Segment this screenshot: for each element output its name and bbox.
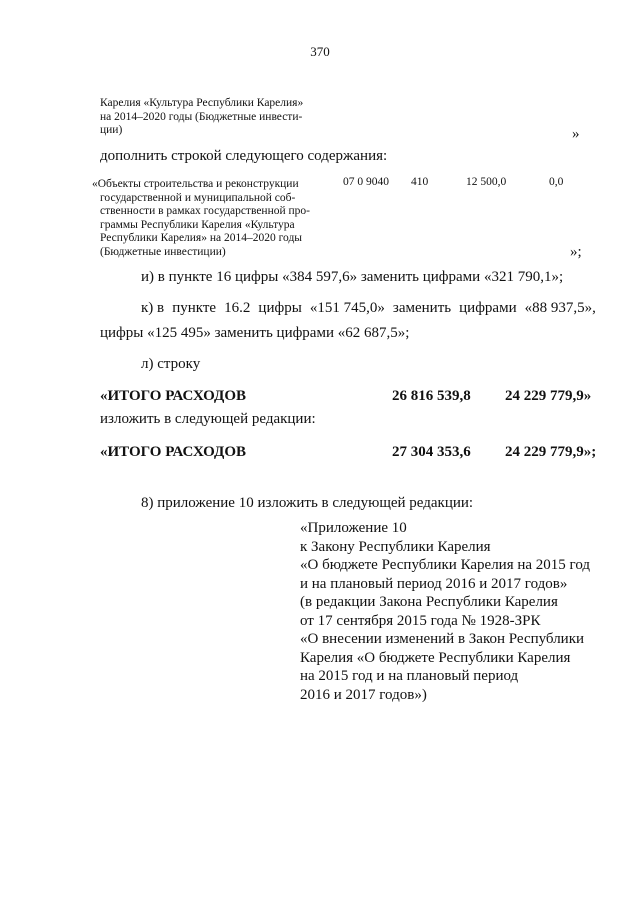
appendix-line: 2016 и 2017 годов») <box>300 686 427 703</box>
item-k-word: 16.2 <box>224 300 251 316</box>
item-k-word: цифры <box>258 300 302 316</box>
item-k-word: цифрами <box>459 300 517 316</box>
appendix-line: «Приложение 10 <box>300 520 407 536</box>
item-k-word: «151 745,0» <box>309 300 385 316</box>
page-number: 370 <box>310 44 330 59</box>
appendix-line: Карелия «О бюджете Республики Карелия <box>300 649 571 666</box>
new-row-line: ственности в рамках государственной про- <box>100 205 310 217</box>
appendix-header <box>300 519 590 704</box>
item-i: и) в пункте 16 цифры «384 597,6» заменить цифрами «321 790,1»; <box>141 269 564 285</box>
new-row-line: (Бюджетные инвестиции) <box>100 245 226 258</box>
new-row-line: Республики Карелия» на 2014–2020 годы <box>100 232 303 244</box>
prev-row-line: ции) <box>100 124 123 136</box>
appendix-line: от 17 сентября 2015 года № 1928-ЗРК <box>300 612 541 629</box>
appendix-line: (в редакции Закона Республики Карелия <box>300 594 558 610</box>
item-k-word: пункте <box>172 300 217 316</box>
new-row-line: государственной и муниципальной соб- <box>100 191 296 204</box>
prev-row-text <box>100 97 303 138</box>
item-k-word: «88 937,5», <box>524 300 596 316</box>
restate-text: изложить в следующей редакции: <box>100 411 316 427</box>
item-l: л) строку <box>141 356 201 372</box>
total-new-value2: 24 229 779,9»; <box>505 444 597 460</box>
new-row-end-mark: »; <box>570 244 582 260</box>
appendix-line: на 2015 год и на плановый период <box>300 668 519 684</box>
item-k-line2: цифры «125 495» заменить цифрами «62 687,5»; <box>100 325 410 341</box>
total-old-label: «ИТОГО РАСХОДОВ <box>100 388 246 404</box>
item-k-word: к) в <box>141 300 165 316</box>
new-row-type: 410 <box>411 176 429 188</box>
item-k-line1 <box>141 300 596 317</box>
appendix-line: к Закону Республики Карелия <box>300 538 491 555</box>
new-row-code: 07 0 9040 <box>343 176 389 188</box>
new-row-text <box>92 178 310 259</box>
total-old-value1: 26 816 539,8 <box>392 388 471 404</box>
prev-row-end-mark: » <box>572 126 580 142</box>
supplement-text: дополнить строкой следующего содержания: <box>100 148 388 164</box>
item-k-word: заменить <box>392 300 452 316</box>
total-new-label: «ИТОГО РАСХОДОВ <box>100 444 246 460</box>
prev-row-line: Карелия «Культура Республики Карелия» <box>100 97 304 109</box>
total-new-value1: 27 304 353,6 <box>392 444 471 460</box>
appendix-line: «О внесении изменений в Закон Республики <box>300 631 585 647</box>
appendix-line: и на плановый период 2016 и 2017 годов» <box>300 575 568 592</box>
prev-row-line: на 2014–2020 годы (Бюджетные инвести- <box>100 110 303 123</box>
new-row-value1: 12 500,0 <box>466 176 507 188</box>
new-row-line: «Объекты строительства и реконструкции <box>92 178 299 190</box>
new-row-value2: 0,0 <box>549 176 564 188</box>
item-8: 8) приложение 10 изложить в следующей редакции: <box>141 495 474 511</box>
appendix-line: «О бюджете Республики Карелия на 2015 год <box>300 557 591 573</box>
new-row-line: граммы Республики Карелия «Культура <box>100 218 295 231</box>
total-old-value2: 24 229 779,9» <box>505 388 592 404</box>
